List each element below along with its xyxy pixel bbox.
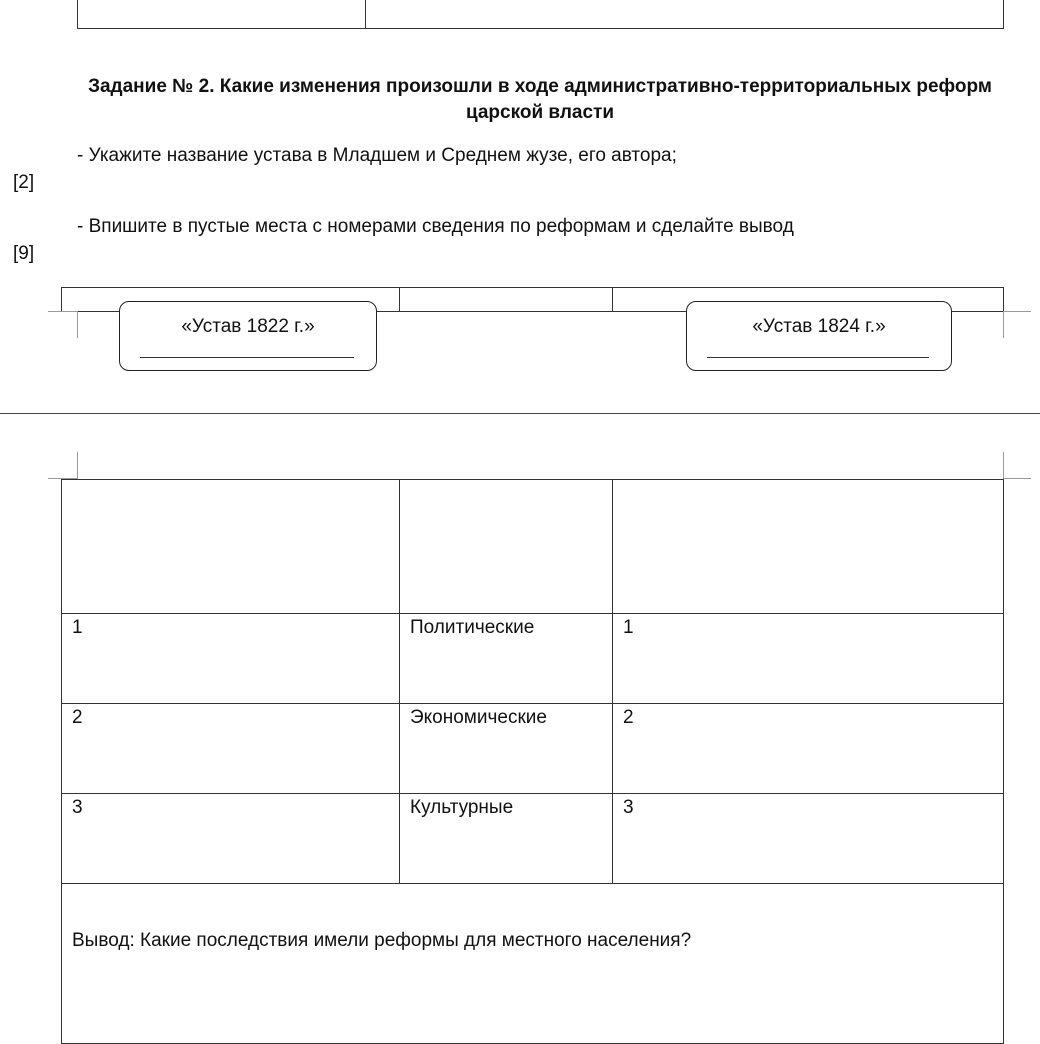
table-row-conclusion: [62, 884, 1004, 1044]
ustav-1824-box: [686, 301, 952, 371]
table-cell-empty[interactable]: [62, 480, 400, 614]
table-row: [62, 704, 1004, 794]
conclusion-text: Вывод: Какие последствия имели реформы для местного населения?: [72, 930, 692, 951]
task-title-line1: Задание № 2. Какие изменения произошли в ходе административно-территориальных реформ: [88, 76, 992, 97]
table-cell-number[interactable]: 2: [62, 704, 400, 794]
table-cell-number[interactable]: 1: [613, 614, 1004, 704]
ustav-1822-box: [119, 301, 377, 371]
task-title-line2: царской власти: [465, 102, 615, 123]
table-cell-empty[interactable]: [613, 480, 1004, 614]
reforms-table: [61, 479, 1004, 1044]
table-row: [62, 614, 1004, 704]
marks-1: [2]: [13, 172, 35, 193]
table-cell-empty[interactable]: [400, 480, 613, 614]
marks-2: [9]: [13, 243, 35, 264]
instruction-1: - Укажите название устава в Младшем и Среднем жузе, его автора;: [77, 145, 677, 166]
ustav-1824-blank[interactable]: [707, 357, 929, 358]
page-break-line: [0, 413, 1040, 414]
table-cell-number[interactable]: 3: [613, 794, 1004, 884]
table-cell-number[interactable]: 3: [62, 794, 400, 884]
ustav-1822-title: «Устав 1822 г.»: [181, 316, 315, 337]
ustav-1822-blank[interactable]: [140, 357, 354, 358]
table-cell-number[interactable]: 2: [613, 704, 1004, 794]
ustav-1824-title: «Устав 1824 г.»: [752, 316, 886, 337]
table-row: [62, 480, 1004, 614]
conclusion-cell[interactable]: [62, 884, 1004, 1044]
table-cell-category: Экономические: [400, 704, 613, 794]
table-cell-category: Культурные: [400, 794, 613, 884]
table-row: [62, 794, 1004, 884]
table-cell-number[interactable]: 1: [62, 614, 400, 704]
table-cell-category: Политические: [400, 614, 613, 704]
instruction-2: - Впишите в пустые места с номерами сведения по реформам и сделайте вывод: [77, 216, 794, 237]
